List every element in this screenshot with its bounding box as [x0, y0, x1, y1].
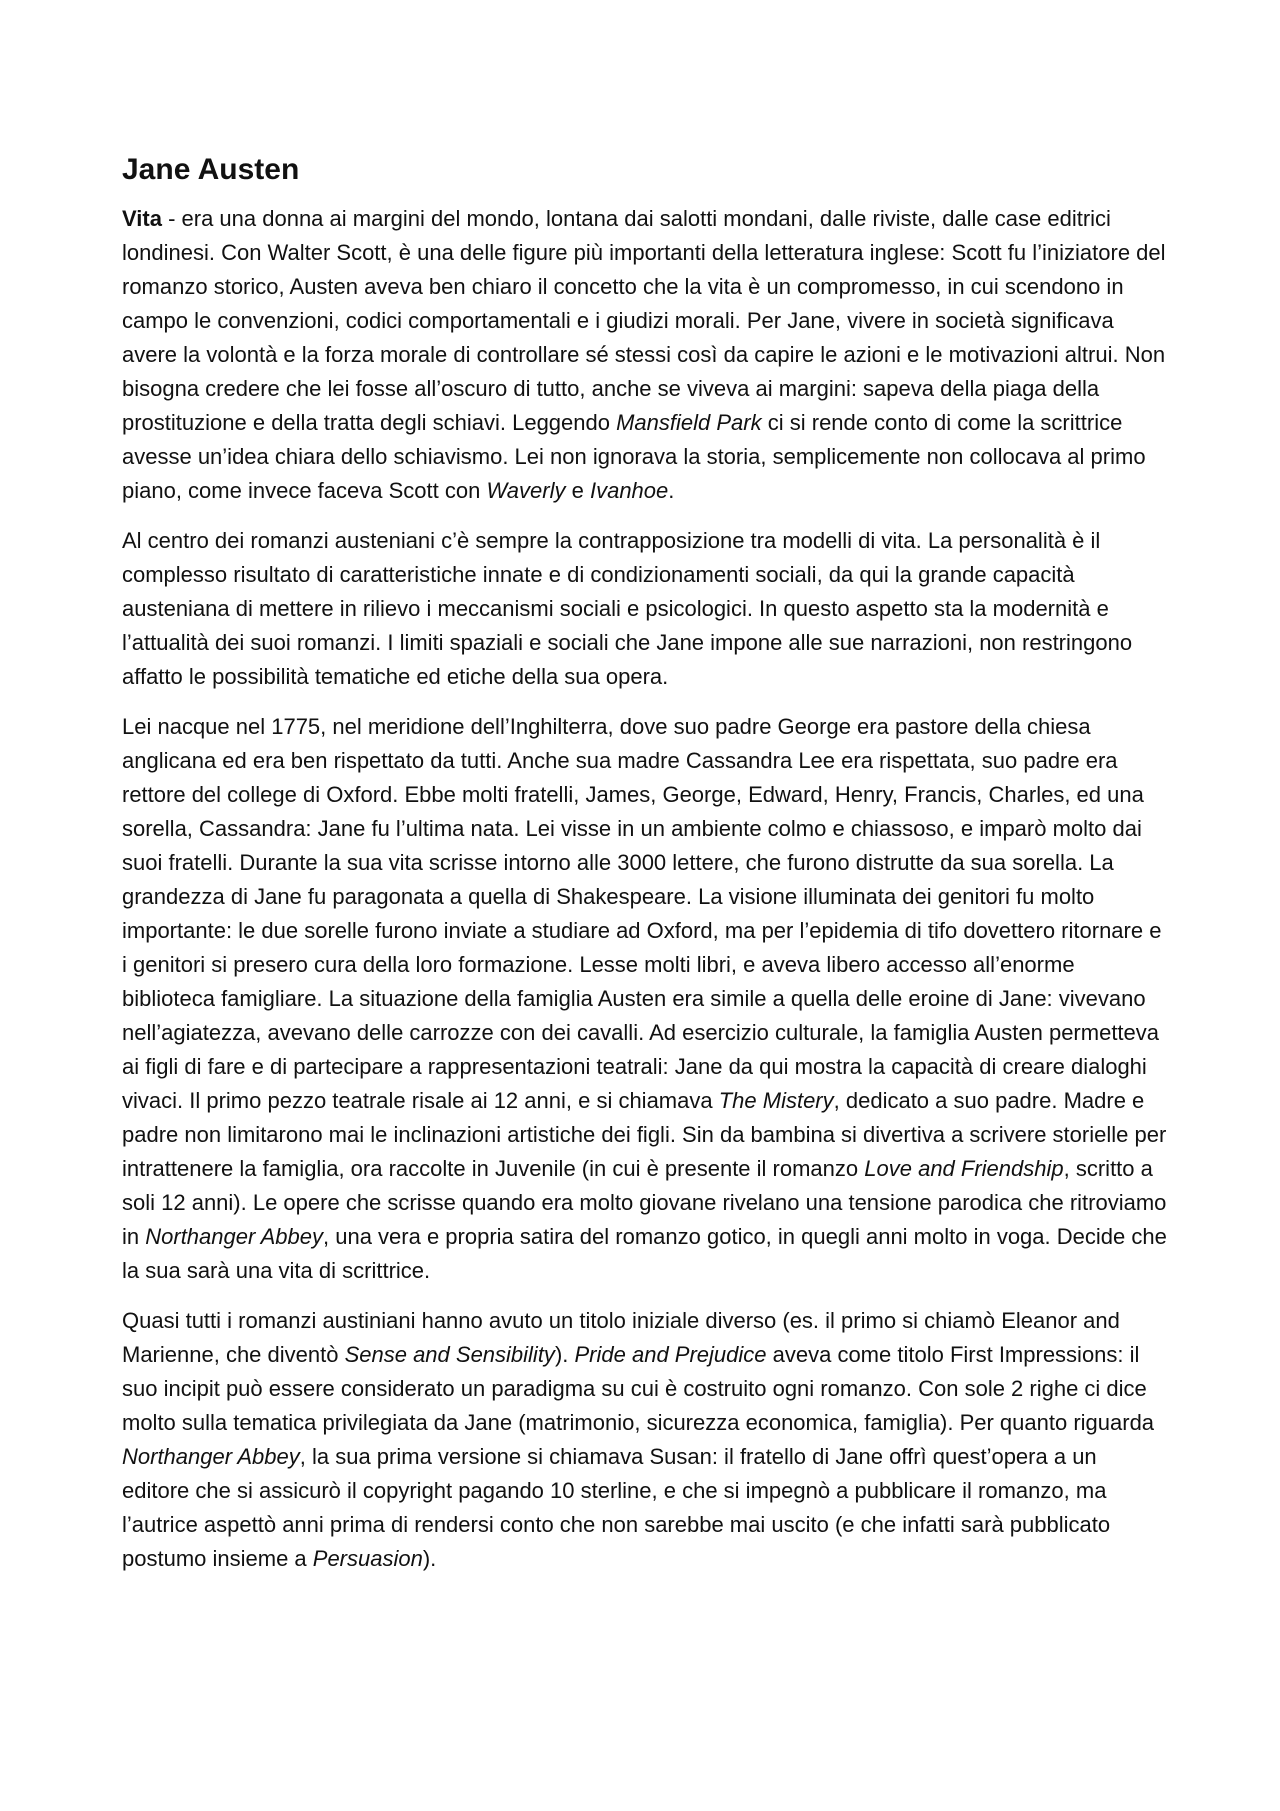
text-segment: Love and Friendship: [864, 1156, 1064, 1181]
text-segment: , una vera e propria satira del romanzo gotico, in quegli anni molto in voga. Decide che la sua sarà una vita di scrittrice.: [122, 1224, 1167, 1283]
paragraph-titoli: [122, 1304, 1168, 1576]
paragraph-biografia: [122, 710, 1168, 1288]
text-segment: , la sua prima versione si chiamava Susan: il fratello di Jane offrì quest’opera a un editore che si assicurò il copyright pagando 10 sterline, e che si impegnò a pubblicare il romanzo, ma l’autrice aspettò anni prima di rendersi conto che non sarebbe mai uscito (e che infatti sarà pubblicato postumo insieme a: [122, 1444, 1111, 1571]
text-segment: Ivanhoe: [589, 478, 669, 503]
text-segment: Quasi tutti i romanzi austiniani hanno avuto un titolo iniziale diverso (es. il primo si chiamò Eleanor and Marienne, che diventò: [122, 1308, 1120, 1367]
text-segment: The Mistery: [718, 1088, 834, 1113]
paragraph-romanzi: [122, 524, 1168, 694]
text-segment: Northanger Abbey: [145, 1224, 323, 1249]
text-segment: - era una donna ai margini del mondo, lontana dai salotti mondani, dalle riviste, dalle case editrici londinesi. Con Walter Scott, è una delle figure più importanti della letteratura inglese: Scott fu l’iniziatore del romanzo storico, Austen aveva ben chiaro il concetto che la vita è un compromesso, in cui scendono in campo le convenzioni, codici comportamentali e i giudizi morali. Per Jane, vivere in società significava avere la volontà e la forza morale di controllare sé stessi così da capire le azioni e le motivazioni altrui. Non bisogna credere che lei fosse all’oscuro di tutto, anche se viveva ai margini: sapeva della piaga della prostituzione e della tratta degli schiavi. Leggendo: [122, 206, 1166, 435]
text-segment: ).: [554, 1342, 575, 1367]
text-segment: Persuasion: [312, 1546, 423, 1571]
text-segment: Sense and Sensibility: [344, 1342, 555, 1367]
text-segment: , dedicato a suo padre. Madre e padre non limitarono mai le inclinazioni artistiche dei figli. Sin da bambina si divertiva a scrivere storielle per intrattenere la famiglia, ora raccolte in Juvenile (in cui è presente il romanzo: [122, 1088, 1167, 1181]
text-segment: aveva come titolo First Impressions: il suo incipit può essere considerato un paradigma su cui è costruito ogni romanzo. Con sole 2 righe ci dice molto sulla tematica privilegiata da Jane (matrimonio, sicurezza economica, famiglia). Per quanto riguarda: [122, 1342, 1155, 1435]
text-segment: e: [565, 478, 590, 503]
text-segment: ci si rende conto di come la scrittrice avesse un’idea chiara dello schiavismo. Lei non ignorava la storia, semplicemente non collocava al primo piano, come invece faceva Scott con: [122, 410, 1146, 503]
text-segment: ).: [422, 1546, 437, 1571]
text-segment: , scritto a soli 12 anni). Le opere che scrisse quando era molto giovane rivelano una tensione parodica che ritroviamo in: [122, 1156, 1167, 1249]
text-segment: Al centro dei romanzi austeniani c’è sempre la contrapposizione tra modelli di vita. La personalità è il complesso risultato di caratteristiche innate e di condizionamenti sociali, da qui la grande capacità austeniana di mettere in rilievo i meccanismi sociali e psicologici. In questo aspetto sta la modernità e l’attualità dei suoi romanzi. I limiti spaziali e sociali che Jane impone alle sue narrazioni, non restringono affatto le possibilità tematiche ed etiche della sua opera.: [122, 528, 1133, 689]
text-segment: Lei nacque nel 1775, nel meridione dell’Inghilterra, dove suo padre George era pastore della chiesa anglicana ed era ben rispettato da tutti. Anche sua madre Cassandra Lee era rispettata, suo padre era rettore del college di Oxford. Ebbe molti fratelli, James, George, Edward, Henry, Francis, Charles, ed una sorella, Cassandra: Jane fu l’ultima nata. Lei visse in un ambiente colmo e chiassoso, e imparò molto dai suoi fratelli. Durante la sua vita scrisse intorno alle 3000 lettere, che furono distrutte da sua sorella. La grandezza di Jane fu paragonata a quella di Shakespeare. La visione illuminata dei genitori fu molto importante: le due sorelle furono inviate a studiare ad Oxford, ma per l’epidemia di tifo dovettero ritornare e i genitori si presero cura della loro formazione. Lesse molti libri, e aveva libero accesso all’enorme biblioteca famigliare. La situazione della famiglia Austen era simile a quella delle eroine di Jane: vivevano nell’agiatezza, avevano delle carrozze con dei cavalli. Ad esercizio culturale, la famiglia Austen permetteva ai figli di fare e di partecipare a rappresentazioni teatrali: Jane da qui mostra la capacità di creare dialoghi vivaci. Il primo pezzo teatrale risale ai 12 anni, e si chiamava: [122, 714, 1162, 1113]
text-segment: Mansfield Park: [616, 410, 762, 435]
text-segment: Pride and Prejudice: [574, 1342, 767, 1367]
text-segment: Waverly: [486, 478, 566, 503]
paragraph-vita: [122, 202, 1168, 508]
document-body: [122, 150, 1168, 1592]
text-segment: .: [668, 478, 675, 503]
document-title: Jane Austen: [122, 153, 300, 186]
text-segment: Vita: [122, 206, 162, 231]
text-segment: Northanger Abbey: [122, 1444, 300, 1469]
